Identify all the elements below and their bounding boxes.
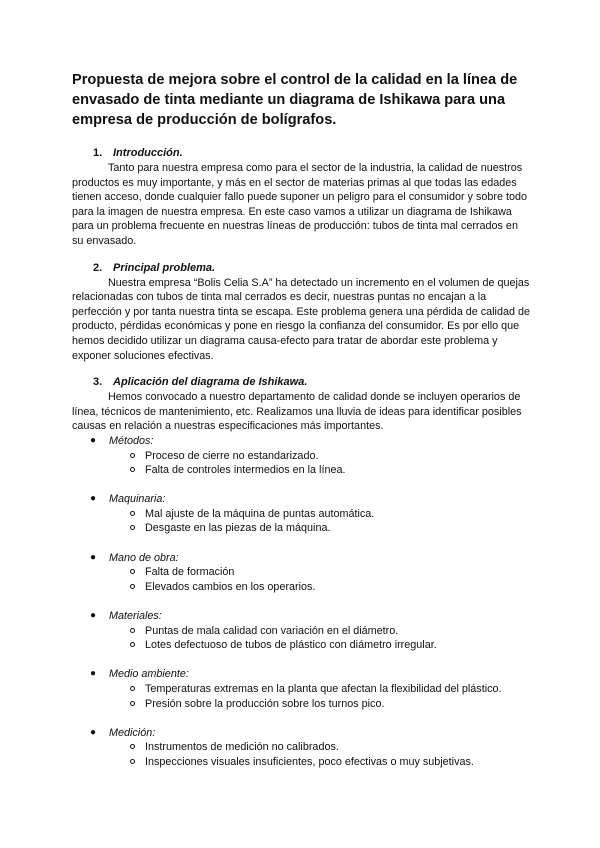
category-label: Maquinaria: [109,493,166,506]
section-principal-problema [72,261,530,364]
section-paragraph: Nuestra empresa “Bolis Celia S.A” ha detectado un incremento en el volumen de quejas relacionadas con tubos de tinta mal cerrados es decir, nuestras puntas no encajan a la perfección y por tanta nuestra tinta se escapa. Este problema genera una pérdida de calidad de producto, pérdidas económicas y pone en riesgo la confianza del consumidor. Es por ello que hemos decidido utilizar un diagrama causa-efecto para tratar de abordar este problema y exponer soluciones efectivas. [72,276,530,362]
cause-list [72,740,530,769]
section-title: Aplicación del diagrama de Ishikawa. [113,376,308,389]
cause-list [72,449,530,478]
section-title: Introducción. [113,147,183,159]
hollow-bullet-icon [130,744,135,749]
bullet-icon: ● [90,551,97,563]
hollow-bullet-icon [130,453,135,458]
section-number: 3. [93,376,103,389]
section-number: 1. [93,147,103,159]
list-item: Lotes defectuoso de tubos de plástico con diámetro irregular. [72,638,530,653]
bullet-icon: ● [90,668,97,680]
section-number: 2. [93,261,103,274]
list-item: Mal ajuste de la máquina de puntas automática. [72,507,530,522]
hollow-bullet-icon [130,584,135,589]
bullet-icon: ● [90,610,97,622]
category-label: Métodos: [109,434,154,447]
list-item: Elevados cambios en los operarios. [72,580,530,595]
cause-list [72,624,530,653]
hollow-bullet-icon [130,467,135,472]
bullet-icon: ● [90,493,97,505]
cause-category-list [72,434,530,770]
list-item: Falta de controles intermedios en la línea. [72,463,530,478]
list-item: Inspecciones visuales insuficientes, poco efectivas o muy subjetivas. [72,755,530,770]
section-introduccion [72,146,530,249]
category-label: Medición: [109,726,156,739]
hollow-bullet-icon [130,511,135,516]
hollow-bullet-icon [130,686,135,691]
bullet-icon: ● [90,434,97,446]
list-item: Proceso de cierre no estandarizado. [72,449,530,464]
list-item: Desgaste en las piezas de la máquina. [72,521,530,536]
section-heading [93,261,530,275]
cause-list [72,565,530,594]
cause-category [72,492,530,550]
category-label: Materiales: [109,610,162,623]
list-item: Falta de formación [72,565,530,580]
section-heading [93,375,530,389]
bullet-icon: ● [90,726,97,738]
cause-category [72,667,530,725]
document-title: Propuesta de mejora sobre el control de la calidad en la línea de envasado de tinta mediante un diagrama de Ishikawa para una empresa de producción de bolígrafos. [72,72,518,128]
hollow-bullet-icon [130,569,135,574]
section-paragraph: Tanto para nuestra empresa como para el sector de la industria, la calidad de nuestros productos es muy importante, y más en el sector de materias primas al que todas las edades tienen acceso, donde cualquier fallo puede suponer un peligro para el consumidor y sobre todo para la imagen de nuestra empresa. En este caso vamos a utilizar un diagrama de Ishikawa para un problema frecuente en nuestras líneas de producción: tubos de tinta mal cerrados en su envasado. [72,162,527,247]
section-aplicacion-ishikawa [72,375,530,769]
hollow-bullet-icon [130,759,135,764]
cause-category [72,551,530,609]
category-label: Mano de obra: [109,551,179,564]
list-item: Temperaturas extremas en la planta que afectan la flexibilidad del plástico. [72,682,530,697]
hollow-bullet-icon [130,525,135,530]
section-title: Principal problema. [113,261,216,274]
section-paragraph: Hemos convocado a nuestro departamento de calidad donde se incluyen operarios de línea, técnicos de mantenimiento, etc. Realizamos una lluvia de ideas para identificar posibles causas en relación a nuestras especificaciones más importantes. [72,391,522,433]
cause-category [72,726,530,770]
hollow-bullet-icon [130,701,135,706]
list-item: Presión sobre la producción sobre los turnos pico. [72,697,530,712]
cause-list [72,507,530,536]
list-item: Puntas de mala calidad con variación en el diámetro. [72,624,530,639]
cause-category [72,609,530,667]
category-label: Medio ambiente: [109,668,189,681]
cause-list [72,682,530,711]
list-item: Instrumentos de medición no calibrados. [72,740,530,755]
cause-category [72,434,530,492]
hollow-bullet-icon [130,628,135,633]
section-heading [93,146,530,160]
hollow-bullet-icon [130,642,135,647]
